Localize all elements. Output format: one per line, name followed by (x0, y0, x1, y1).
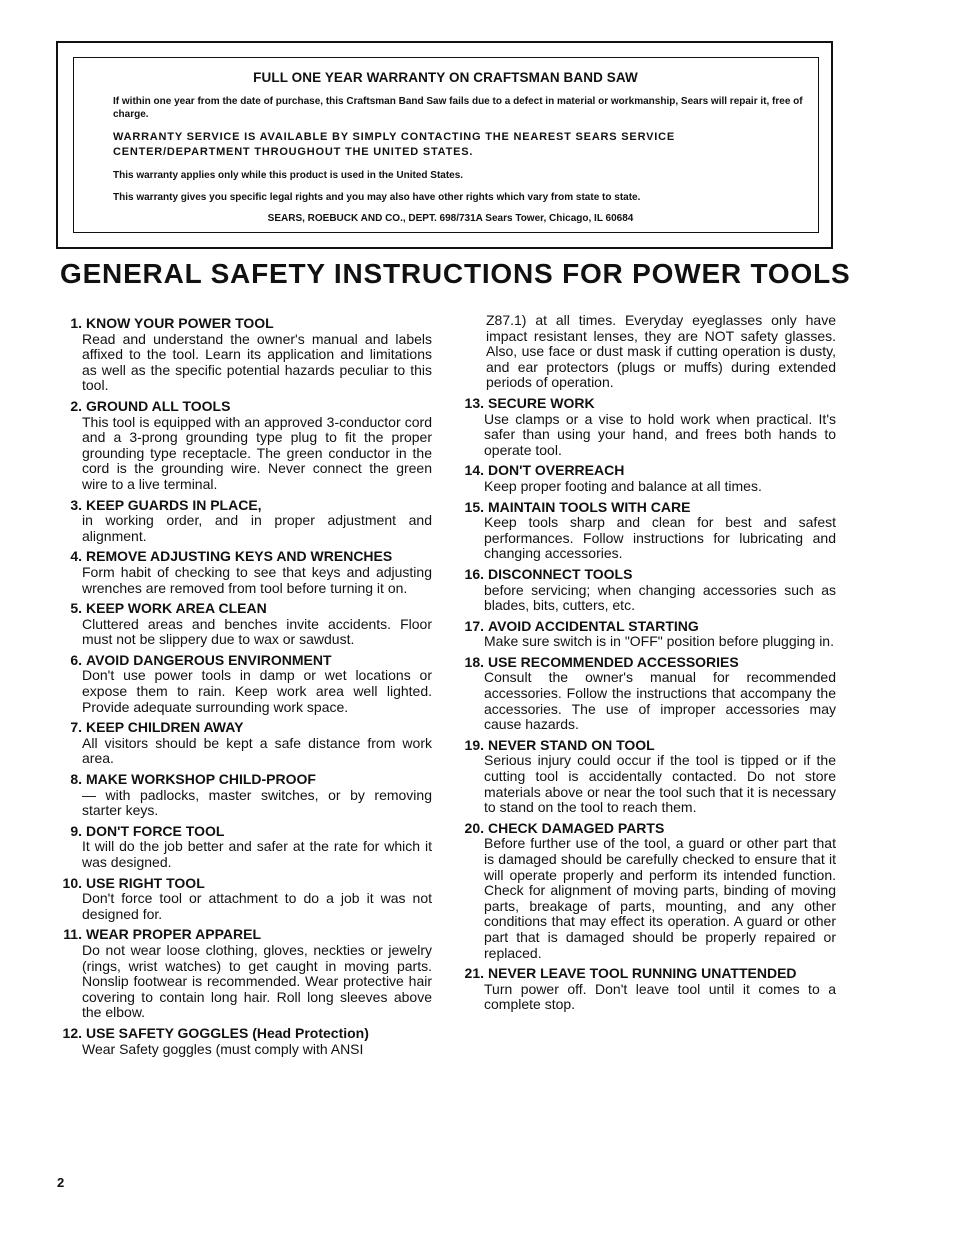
safety-item-heading (464, 463, 836, 479)
safety-item (464, 738, 836, 816)
safety-item-heading (464, 966, 836, 982)
safety-item-number: 19. (464, 736, 484, 753)
warranty-box (56, 41, 833, 249)
page-title: GENERAL SAFETY INSTRUCTIONS FOR POWER TOOLS (60, 258, 851, 289)
safety-item-number: 14. (464, 462, 484, 479)
safety-item (464, 463, 836, 494)
safety-item-heading (62, 876, 432, 892)
safety-item-heading (464, 821, 836, 837)
safety-item-title: SECURE WORK (488, 394, 595, 411)
safety-item-title: KEEP CHILDREN AWAY (86, 719, 244, 736)
safety-item (464, 655, 836, 733)
warranty-address: SEARS, ROEBUCK AND CO., DEPT. 698/731A Sears Tower, Chicago, IL 60684 (267, 213, 634, 224)
safety-item-title: AVOID DANGEROUS ENVIRONMENT (86, 651, 332, 668)
safety-item (62, 653, 432, 715)
safety-item (464, 619, 836, 650)
safety-item (62, 498, 432, 545)
left-column (62, 316, 432, 1062)
safety-item-body: Don't use power tools in damp or wet locations or expose them to rain. Keep work area well lighted. Provide adequate surrounding work space. (82, 667, 432, 715)
safety-item-heading (62, 824, 432, 840)
safety-item (464, 396, 836, 458)
safety-item-body: Form habit of checking to see that keys and adjusting wrenches are removed from tool before turning it on. (82, 563, 432, 596)
safety-item (62, 824, 432, 871)
safety-item (62, 316, 432, 394)
safety-item-body: Before further use of the tool, a guard or other part that is damaged should be carefully checked to ensure that it will operate properly and perform its intended function. Check for alignment of moving parts, binding of moving parts, breakage of parts, mounting, and any other conditions that may effect its operation. A guard or other part that is damaged should be properly repaired or replaced. (484, 835, 836, 961)
safety-item-title: KEEP WORK AREA CLEAN (86, 600, 267, 617)
safety-item-heading (464, 619, 836, 635)
safety-item-title: NEVER LEAVE TOOL RUNNING UNATTENDED (488, 965, 797, 982)
safety-item-body: before servicing; when changing accessories such as blades, bits, cutters, etc. (484, 581, 836, 614)
safety-item-title: GROUND ALL TOOLS (86, 397, 231, 414)
safety-item-number: 1. (70, 315, 82, 331)
safety-item (62, 876, 432, 923)
safety-item-title: REMOVE ADJUSTING KEYS AND WRENCHES (86, 548, 393, 565)
safety-item-number: 20. (464, 819, 484, 836)
safety-item-number: 2. (70, 397, 82, 414)
safety-item-number: 15. (464, 498, 484, 515)
safety-item-body: Read and understand the owner's manual and labels affixed to the tool. Learn its application and limitations as well as the specific potential hazards peculiar to this tool. (82, 330, 432, 394)
warranty-inner-frame (73, 57, 819, 233)
safety-item-heading (464, 738, 836, 754)
safety-item-body: Turn power off. Don't leave tool until it comes to a complete stop. (484, 980, 836, 1013)
safety-item (464, 966, 836, 1013)
safety-item-body: Make sure switch is in "OFF" position before plugging in. (484, 633, 834, 650)
safety-item (62, 1026, 432, 1057)
safety-item-number: 5. (70, 600, 82, 617)
safety-item-heading (464, 500, 836, 516)
safety-item-title: WEAR PROPER APPAREL (86, 926, 262, 943)
safety-item-heading (62, 601, 432, 617)
safety-item-title: USE RECOMMENDED ACCESSORIES (488, 653, 739, 670)
safety-item-heading (62, 498, 432, 514)
safety-item-title: DON'T OVERREACH (488, 462, 625, 479)
safety-item (62, 399, 432, 493)
safety-item-number: 7. (70, 719, 82, 736)
safety-item-title: USE RIGHT TOOL (86, 874, 205, 891)
safety-item (464, 821, 836, 961)
safety-item-number: 18. (464, 653, 484, 670)
safety-item-number: 9. (70, 822, 82, 839)
safety-item-number: 3. (70, 496, 82, 513)
safety-item-heading (464, 655, 836, 671)
warranty-repair-text: If within one year from the date of purchase, this Craftsman Band Saw fails due to a defect in material or workmanship, Sears will repair it, free of charge. (113, 96, 803, 120)
safety-item-heading (464, 396, 836, 412)
safety-item-body: It will do the job better and safer at the rate for which it was designed. (82, 838, 432, 870)
safety-item-body: Do not wear loose clothing, gloves, neckties or jewelry (rings, wrist watches) to get caught in moving parts. Nonslip footwear is recommended. Wear protective hair covering to contain long hair. Roll long sleeves above the elbow. (82, 941, 432, 1021)
safety-item-title: DISCONNECT TOOLS (488, 565, 633, 582)
safety-item-title: KEEP GUARDS IN PLACE, (86, 496, 262, 513)
safety-item-body: This tool is equipped with an approved 3-conductor cord and a 3-prong grounding type plug to fit the proper grounding type receptacle. The green conductor in the cord is the grounding wire. Never connect the green wire to a live terminal. (82, 413, 432, 492)
safety-item-number: 8. (70, 771, 82, 788)
safety-item-title: DON'T FORCE TOOL (86, 822, 225, 839)
safety-item (62, 927, 432, 1021)
right-column (464, 313, 836, 1018)
safety-item (464, 567, 836, 614)
safety-item (62, 601, 432, 648)
safety-item-title: AVOID ACCIDENTAL STARTING (488, 617, 699, 634)
safety-item-title: KNOW YOUR POWER TOOL (86, 315, 274, 331)
safety-item-body: in working order, and in proper adjustment and alignment. (82, 512, 432, 544)
safety-item-heading (62, 720, 432, 736)
safety-item-heading (62, 1026, 432, 1042)
safety-item-number: 21. (464, 965, 484, 982)
safety-item-body: Keep proper footing and balance at all times. (484, 477, 762, 494)
safety-item-body: Cluttered areas and benches invite accidents. Floor must not be slippery due to wax or sawdust. (82, 615, 432, 648)
safety-item (62, 720, 432, 767)
safety-item-number: 12. (62, 1024, 82, 1041)
safety-item-title: CHECK DAMAGED PARTS (488, 819, 665, 836)
safety-item (62, 549, 432, 596)
safety-item-title: NEVER STAND ON TOOL (488, 736, 655, 753)
safety-item-body: Use clamps or a vise to hold work when practical. It's safer than using your hand, and frees both hands to operate tool. (484, 410, 836, 458)
warranty-title: FULL ONE YEAR WARRANTY ON CRAFTSMAN BAND SAW (253, 70, 638, 85)
safety-item (62, 772, 432, 819)
safety-item-heading (62, 549, 432, 565)
safety-item-heading (464, 567, 836, 583)
safety-item-number: 10. (62, 874, 82, 891)
safety-item-continuation: Z87.1) at all times. Everyday eyeglasses only have impact resistant lenses, they are NOT safety glasses. Also, use face or dust mask if cutting operation is dusty, and ear protectors (plugs or muffs) during extended periods of operation. (486, 312, 836, 391)
safety-item-title: MAKE WORKSHOP CHILD-PROOF (86, 771, 316, 788)
safety-item-heading (62, 316, 432, 332)
safety-item (464, 500, 836, 562)
safety-item-body: Don't force tool or attachment to do a job it was not designed for. (82, 890, 432, 922)
safety-item-number: 6. (70, 651, 82, 668)
safety-item-heading (62, 927, 432, 943)
safety-item-number: 16. (464, 565, 484, 582)
warranty-legal-rights-text: This warranty gives you specific legal rights and you may also have other rights which vary from state to state. (113, 192, 641, 203)
safety-item-body: Consult the owner's manual for recommended accessories. Follow the instructions that accompany the accessories. The use of improper accessories may cause hazards. (484, 669, 836, 733)
safety-item-number: 13. (464, 394, 484, 411)
safety-item-body: All visitors should be kept a safe distance from work area. (82, 734, 432, 767)
safety-item-title: MAINTAIN TOOLS WITH CARE (488, 498, 691, 515)
safety-item-title: USE SAFETY GOGGLES (Head Protection) (86, 1024, 369, 1041)
safety-item-body: Keep tools sharp and clean for best and safest performances. Follow instructions for lubricating and changing accessories. (484, 514, 836, 562)
safety-item-number: 4. (70, 548, 82, 565)
safety-item-body: Wear Safety goggles (must comply with ANSI (82, 1040, 364, 1057)
safety-item-heading (62, 399, 432, 415)
safety-item-number: 11. (63, 926, 82, 943)
safety-item-heading (62, 772, 432, 788)
warranty-applies-text: This warranty applies only while this product is used in the United States. (113, 170, 464, 181)
safety-item-body: — with padlocks, master switches, or by removing starter keys. (82, 786, 432, 819)
warranty-service-text: WARRANTY SERVICE IS AVAILABLE BY SIMPLY CONTACTING THE NEAREST SEARS SERVICE CENTER/DEPARTMENT THROUGHOUT THE UNITED STATES. (113, 131, 675, 158)
safety-item-number: 17. (464, 617, 484, 634)
safety-item-body: Serious injury could occur if the tool is tipped or if the cutting tool is accidentally contacted. Do not store materials above or near the tool such that it is necessary to stand on the tool to reach them. (484, 752, 836, 816)
page-number: 2 (57, 1175, 65, 1190)
safety-item-heading (62, 653, 432, 669)
